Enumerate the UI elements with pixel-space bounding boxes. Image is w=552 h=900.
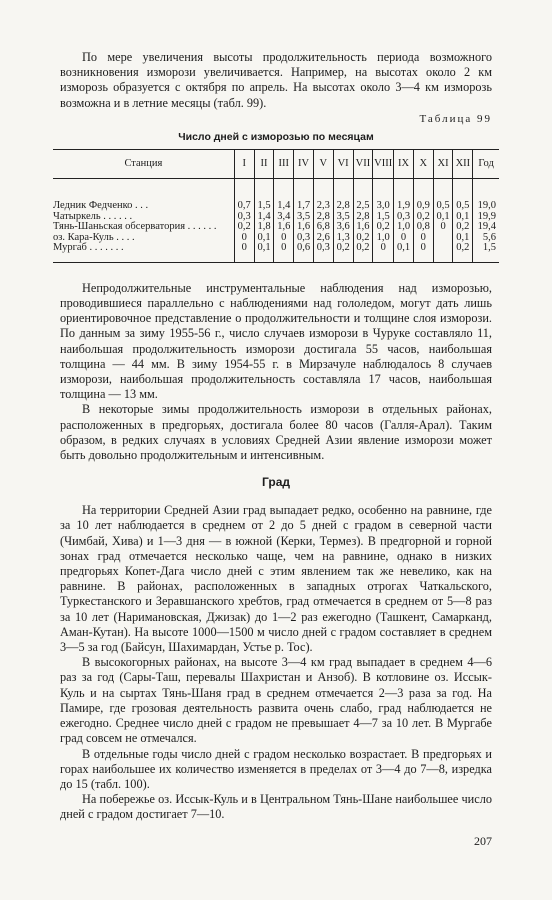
table-cell: 5,6 [473,233,499,244]
table-cell: 0,9 [413,179,433,212]
table-cell [433,243,453,262]
table-cell: 1,7 [294,179,314,212]
table-cell: 3,5 [294,212,314,223]
table-header-cell: VIII [373,149,394,179]
section-heading-hail: Град [262,475,290,490]
table-label: Таблица 99 [419,112,492,125]
table-cell: 0,2 [413,212,433,223]
page-number: 207 [474,834,492,848]
table-cell: 0,1 [453,212,473,223]
table-cell: 0 [413,243,433,262]
table-cell: 2,6 [313,233,333,244]
table-cell: 0,3 [234,212,254,223]
table-cell: 0 [413,233,433,244]
paragraph-hail-years: В отдельные годы число дней с градом несколько возрастает. В предгорьях и горах наибольшее их количество изменяется в пределах от 3—4 до 7—8, изредка до 15 (табл. 100). [60,746,492,791]
table-cell: 1,5 [373,212,394,223]
table-header-cell: IV [294,149,314,179]
table-cell: 1,6 [294,222,314,233]
paragraph-winters: В некоторые зимы продолжительность изморози в отдельных районах, расположенных в предгорьях, достигала более 80 часов (Галля-Арал). Таким образом, в редких случаях в условиях Средней Азии явление изморози может быть довольно продолжительным и интенсивным. [60,402,492,463]
table-cell: 1,5 [254,179,274,212]
table-row [53,243,499,262]
table-cell: 2,8 [333,179,353,212]
table-cell: 2,3 [313,179,333,212]
table-station-cell: Мургаб . . . . . . . [53,242,124,254]
table-cell: 1,4 [254,212,274,223]
table-cell: 1,9 [394,179,414,212]
table-header-row [53,149,499,179]
table-cell: 0,6 [294,243,314,262]
table-cell: 0 [274,233,294,244]
table-header-cell: III [274,149,294,179]
table-header-cell: V [313,149,333,179]
table-header-cell: XI [433,149,453,179]
table-row [53,179,499,212]
table-cell: 2,5 [353,179,373,212]
table-header-cell: I [234,149,254,179]
table-header-cell: II [254,149,274,179]
table-cell: 0,8 [413,222,433,233]
table-cell: 1,5 [473,243,499,262]
table-cell: 2,8 [353,212,373,223]
table-cell: 0,1 [394,243,414,262]
table-cell: 0,2 [353,233,373,244]
table-cell: 1,3 [333,233,353,244]
table-cell: 0,5 [433,179,453,212]
table-station-cell: Ледник Федченко . . . [53,200,149,212]
paragraph-hail-highlands: В высокогорных районах, на высоте 3—4 км град выпадает в среднем 4—6 раз за год (Сары-Таш, перевалы Шахристан и Анзоб). В котловине оз. Иссык-Куль и на сыртах Тянь-Шаня град в среднем отмечается 2—3 раза за год. На Памире, где грозовая деятельность развита очень слабо, град наблюдается не ежегодно. Среднее число дней с градом не превышает 4—7 за 10 лет. В Мургабе град совсем не отмечался. [60,655,492,746]
table-header-cell: VI [333,149,353,179]
table-title: Число дней с изморозью по месяцам [178,130,374,143]
table-cell: 0,1 [453,233,473,244]
table-cell: 19,0 [473,179,499,212]
table-cell: 0,7 [234,179,254,212]
table-cell: 0,1 [254,243,274,262]
table-station-cell: Чатыркель . . . . . . [53,210,133,222]
paragraph-intro: По мере увеличения высоты продолжительность периода возможного возникновения изморози увеличивается. Например, на высотах около 2 км изморозь образуется с октября по апрель. На высотах около 3—4 км изморозь возможна и в летние месяцы (табл. 99). [60,50,492,110]
table-cell: 2,8 [313,212,333,223]
table-cell: 0,3 [294,233,314,244]
table-cell: 0 [234,233,254,244]
table-cell: 0,2 [353,243,373,262]
table-header-cell: Год [473,149,499,179]
table-cell: 0,1 [433,212,453,223]
frost-days-table [53,149,499,263]
table-cell: 3,6 [333,222,353,233]
table-cell: 1,6 [274,222,294,233]
table-cell: 0 [274,243,294,262]
table-cell: 0,3 [394,212,414,223]
table-cell: 0,5 [453,179,473,212]
table-cell: 1,8 [254,222,274,233]
table-header-cell: XII [453,149,473,179]
table-cell: 0,2 [373,222,394,233]
table-cell: 0 [433,222,453,233]
table-header-cell: IX [394,149,414,179]
table-cell: 6,8 [313,222,333,233]
page-body [53,50,496,823]
table-body [53,179,499,263]
table-header-cell: VII [353,149,373,179]
table-cell: 1,0 [373,233,394,244]
table-cell: 1,6 [353,222,373,233]
table-header-cell: X [413,149,433,179]
table-cell: 3,0 [373,179,394,212]
table-header-cell: Станция [53,149,234,179]
table-cell: 19,4 [473,222,499,233]
table-station-cell: Тянь-Шаньская обсерватория . . . . . . [53,221,217,233]
paragraph-observations: Непродолжительные инструментальные наблюдения над изморозью, проводившиеся параллельно с наблюдениями над гололедом, могут дать лишь ориентировочное представление о продолжительности и толщине слоя изморози. По данным за зиму 1955-56 г., число случаев изморози в Чуруке составляло 11, наибольшая продолжительность изморози достигала 55 часов, наибольшая толщина — 44 мм. В зиму 1954-55 г. в Мирзачуле наблюдалось 8 случаев изморози, наибольшая продолжительность составляла 17 часов, наибольшая толщина — 13 мм. [60,280,492,402]
table-cell: 3,5 [333,212,353,223]
table-cell [433,233,453,244]
table-cell: 0 [234,243,254,262]
table-cell: 0,1 [254,233,274,244]
paragraph-hail-issyk-kul: На побережье оз. Иссык-Куль и в Центральном Тянь-Шане наибольшее число дней с градом достигает 7—10. [60,792,492,822]
table-cell: 19,9 [473,212,499,223]
paragraph-hail-territory: На территории Средней Азии град выпадает редко, особенно на равнине, где за 10 лет наблюдается в среднем от 2 до 5 дней с градом в северной части (Чимбай, Хива) и 1—3 дня — в южной (Керки, Термез). В предгорной и горной зонах град отмечается несколько чаще, чем на равнине, однако в низких предгорьях Копет-Дага число дней с этим явлением так же невелико, как на равнине. В районах, расположенных в западных отрогах Чаткальского, Туркестанского и Зеравшанского хребтов, град отмечается в среднем от 5—8 раз за 10 лет (Наримановская, Джизак) до 1—2 раз ежегодно (Ташкент, Самарканд, Аман-Кутан). На высоте 1000—1500 м число дней с градом составляет в среднем 3—5 за год (Байсун, Шахимардан, Устье р. Тос). [60,503,492,655]
table-cell: 1,4 [274,179,294,212]
table-cell: 0,3 [313,243,333,262]
table-cell: 0,2 [453,243,473,262]
table-cell: 0 [394,233,414,244]
table-cell: 0 [373,243,394,262]
table-station-cell: оз. Кара-Куль . . . . [53,231,135,243]
table-cell: 0,2 [333,243,353,262]
table-cell: 0,2 [453,222,473,233]
table-cell: 3,4 [274,212,294,223]
table-cell: 1,0 [394,222,414,233]
table-cell: 0,2 [234,222,254,233]
